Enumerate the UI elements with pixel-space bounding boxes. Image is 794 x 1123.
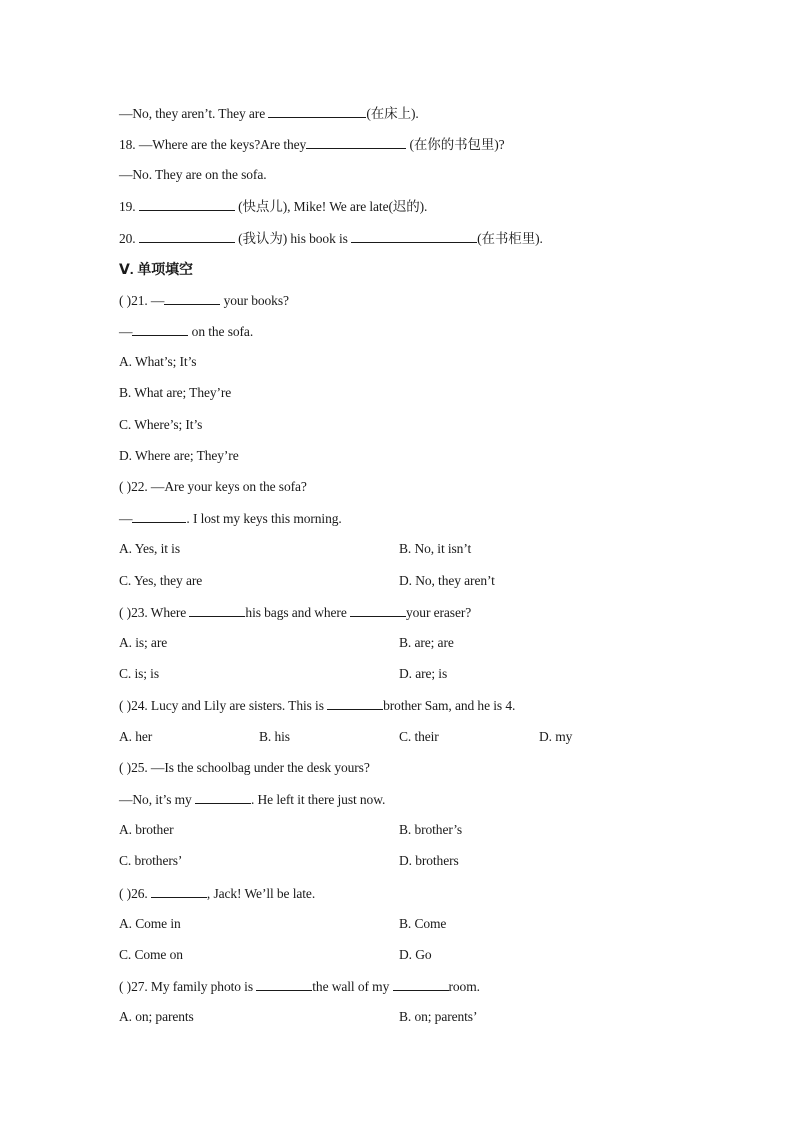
- option-26-a[interactable]: A. Come in: [119, 916, 181, 931]
- question-25-reply: —No, it’s my . He left it there just now.: [119, 792, 386, 807]
- section-heading: Ⅴ. 单项填空: [119, 261, 193, 277]
- option-22-b[interactable]: B. No, it isn’t: [399, 541, 472, 556]
- question-22-reply: — . I lost my keys this morning.: [119, 511, 342, 526]
- option-23-c[interactable]: C. is; is: [119, 666, 159, 681]
- answer-blank[interactable]: [195, 790, 251, 804]
- answer-blank[interactable]: [256, 977, 312, 991]
- option-23-a[interactable]: A. is; are: [119, 635, 168, 650]
- question-21: ( )21. — your books?: [119, 293, 289, 308]
- answer-blank[interactable]: [151, 884, 207, 898]
- option-25-b[interactable]: B. brother’s: [399, 822, 463, 837]
- answer-blank[interactable]: [350, 603, 406, 617]
- question-20: 20. (我认为) his book is (在书柜里).: [119, 231, 543, 246]
- option-25-a[interactable]: A. brother: [119, 822, 174, 837]
- answer-blank[interactable]: [164, 291, 220, 305]
- option-25-c[interactable]: C. brothers’: [119, 853, 183, 868]
- answer-blank[interactable]: [189, 603, 245, 617]
- question-24: ( )24. Lucy and Lily are sisters. This is brother Sam, and he is 4.: [119, 698, 516, 713]
- question-18: 18. —Where are the keys?Are they (在你的书包里)?: [119, 137, 505, 152]
- option-23-b[interactable]: B. are; are: [399, 635, 454, 650]
- option-22-a[interactable]: A. Yes, it is: [119, 541, 180, 556]
- option-27-a[interactable]: A. on; parents: [119, 1009, 194, 1024]
- answer-blank[interactable]: [132, 322, 188, 336]
- answer-blank[interactable]: [306, 135, 406, 149]
- option-24-b[interactable]: B. his: [259, 729, 290, 744]
- answer-blank[interactable]: [268, 104, 366, 118]
- option-24-d[interactable]: D. my: [539, 729, 573, 744]
- option-26-b[interactable]: B. Come: [399, 916, 447, 931]
- option-26-d[interactable]: D. Go: [399, 947, 432, 962]
- option-21-a[interactable]: A. What’s; It’s: [119, 354, 197, 369]
- question-23: ( )23. Where his bags and where your eraser?: [119, 605, 472, 620]
- answer-blank[interactable]: [132, 509, 186, 523]
- answer-blank[interactable]: [351, 229, 477, 243]
- line-17-answer: —No, they aren’t. They are (在床上).: [119, 106, 419, 121]
- option-24-a[interactable]: A. her: [119, 729, 153, 744]
- option-27-b[interactable]: B. on; parents’: [399, 1009, 478, 1024]
- answer-blank[interactable]: [327, 696, 383, 710]
- option-24-c[interactable]: C. their: [399, 729, 439, 744]
- answer-blank[interactable]: [139, 229, 235, 243]
- option-22-d[interactable]: D. No, they aren’t: [399, 573, 495, 588]
- question-19: 19. (快点儿), Mike! We are late(迟的).: [119, 199, 428, 214]
- answer-blank[interactable]: [393, 977, 449, 991]
- option-26-c[interactable]: C. Come on: [119, 947, 183, 962]
- option-21-d[interactable]: D. Where are; They’re: [119, 448, 239, 463]
- question-21-reply: — on the sofa.: [119, 324, 254, 339]
- question-27: ( )27. My family photo is the wall of my room.: [119, 979, 480, 994]
- option-21-c[interactable]: C. Where’s; It’s: [119, 417, 203, 432]
- option-21-b[interactable]: B. What are; They’re: [119, 385, 232, 400]
- option-22-c[interactable]: C. Yes, they are: [119, 573, 203, 588]
- question-26: ( )26. , Jack! We’ll be late.: [119, 886, 316, 901]
- option-25-d[interactable]: D. brothers: [399, 853, 459, 868]
- question-22: ( )22. —Are your keys on the sofa?: [119, 479, 307, 494]
- question-25: ( )25. —Is the schoolbag under the desk yours?: [119, 760, 370, 775]
- option-23-d[interactable]: D. are; is: [399, 666, 448, 681]
- answer-blank[interactable]: [139, 197, 235, 211]
- line-18-answer: —No. They are on the sofa.: [119, 167, 267, 182]
